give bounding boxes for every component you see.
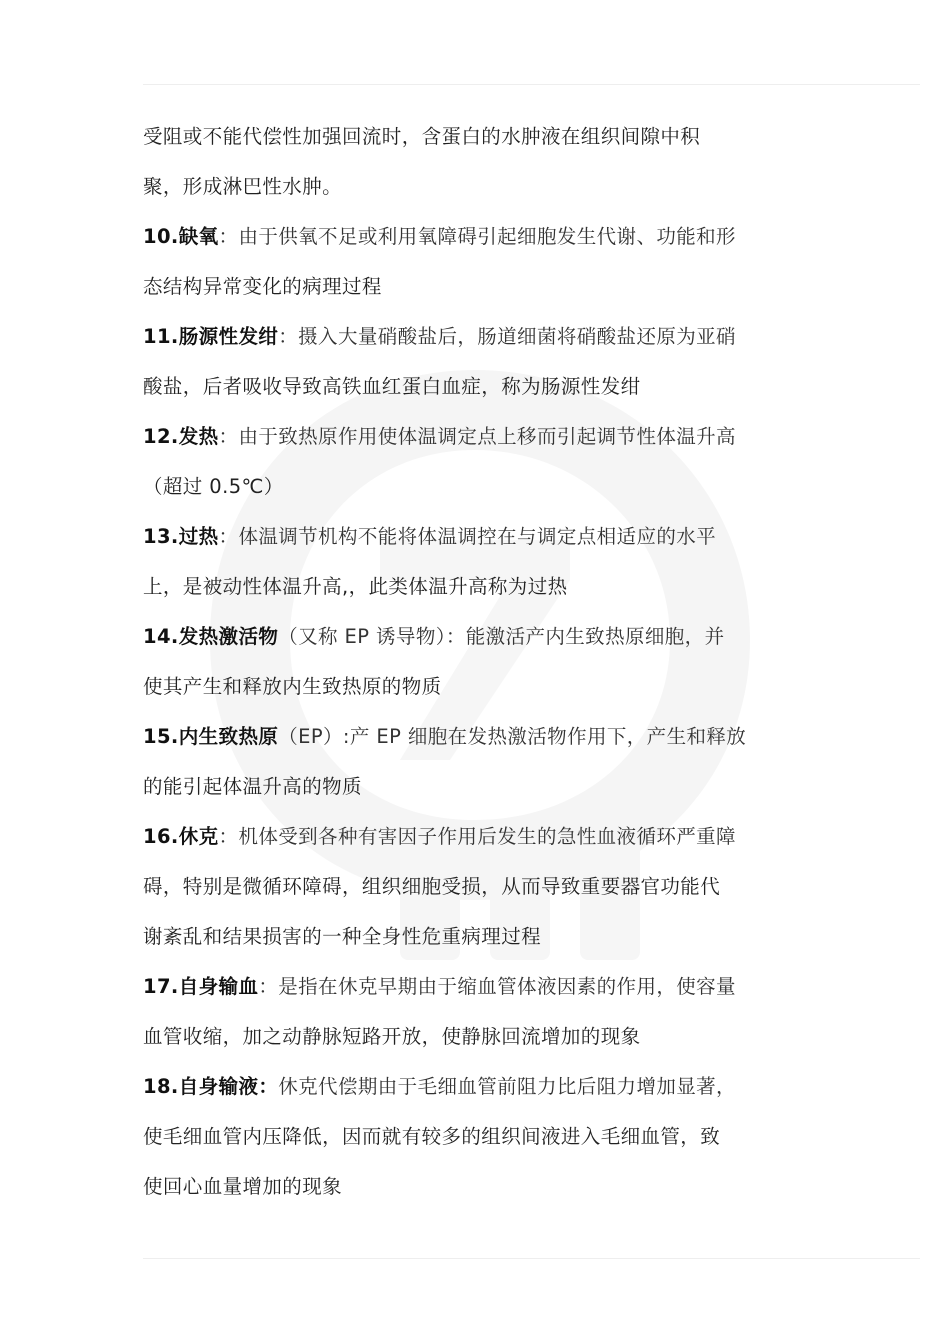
body-text-line: 谢紊乱和结果损害的一种全身性危重病理过程 <box>143 925 542 948</box>
definition-term: 18.自身输液： <box>143 1075 279 1098</box>
definition-first-line <box>143 1062 808 1112</box>
definition-term: 10.缺氧 <box>143 225 219 248</box>
body-text-line: 使回心血量增加的现象 <box>143 1175 343 1198</box>
definition-text: 休克代偿期由于毛细血管前阻力比后阻力增加显著， <box>278 1075 736 1098</box>
definition-text: （又称 EP 诱导物）：能激活产内生致热原细胞，并 <box>278 625 725 648</box>
definition-text: （EP）:产 EP 细胞在发热激活物作用下，产生和释放 <box>278 725 747 748</box>
definition-term: 12.发热 <box>143 425 219 448</box>
definition-term: 14.发热激活物 <box>143 625 279 648</box>
definition-first-line <box>143 812 808 862</box>
body-text-line: 酸盐，后者吸收导致高铁血红蛋白血症，称为肠源性发绀 <box>143 375 641 398</box>
body-text-line: 使毛细血管内压降低，因而就有较多的组织间液进入毛细血管，致 <box>143 1125 721 1148</box>
definition-text: ：机体受到各种有害因子作用后发生的急性血液循环严重障 <box>218 825 736 848</box>
body-text-line: （超过 0.5℃） <box>143 475 284 498</box>
definition-first-line <box>143 512 808 562</box>
body-text-line: 聚，形成淋巴性水肿。 <box>143 175 343 198</box>
body-text-line: 血管收缩，加之动静脉短路开放，使静脉回流增加的现象 <box>143 1025 641 1048</box>
definition-text: ：是指在休克早期由于缩血管体液因素的作用，使容量 <box>258 975 736 998</box>
document-body <box>143 112 808 1212</box>
definition-first-line <box>143 312 808 362</box>
definition-term: 11.肠源性发绀 <box>143 325 279 348</box>
definition-text: ：由于供氧不足或利用氧障碍引起细胞发生代谢、功能和形 <box>218 225 736 248</box>
definition-text: ：摄入大量硝酸盐后，肠道细菌将硝酸盐还原为亚硝 <box>278 325 736 348</box>
definition-text: ：由于致热原作用使体温调定点上移而引起调节性体温升高 <box>218 425 736 448</box>
definition-term: 17.自身输血 <box>143 975 259 998</box>
top-divider <box>143 84 920 85</box>
definition-term: 16.休克 <box>143 825 219 848</box>
body-text-line: 碍，特别是微循环障碍，组织细胞受损，从而导致重要器官功能代 <box>143 875 721 898</box>
definition-first-line <box>143 612 808 662</box>
body-text-line: 上，是被动性体温升高,，此类体温升高称为过热 <box>143 575 568 598</box>
definition-first-line <box>143 712 808 762</box>
definition-first-line <box>143 962 808 1012</box>
body-text-line: 使其产生和释放内生致热原的物质 <box>143 675 442 698</box>
body-text-line: 态结构异常变化的病理过程 <box>143 275 382 298</box>
body-text-line: 的能引起体温升高的物质 <box>143 775 362 798</box>
definition-first-line <box>143 212 808 262</box>
bottom-divider <box>143 1258 920 1259</box>
body-text-line: 受阻或不能代偿性加强回流时，含蛋白的水肿液在组织间隙中积 <box>143 125 701 148</box>
definition-first-line <box>143 412 808 462</box>
definition-text: ：体温调节机构不能将体温调控在与调定点相适应的水平 <box>218 525 717 548</box>
definition-term: 13.过热 <box>143 525 219 548</box>
definition-term: 15.内生致热原 <box>143 725 279 748</box>
